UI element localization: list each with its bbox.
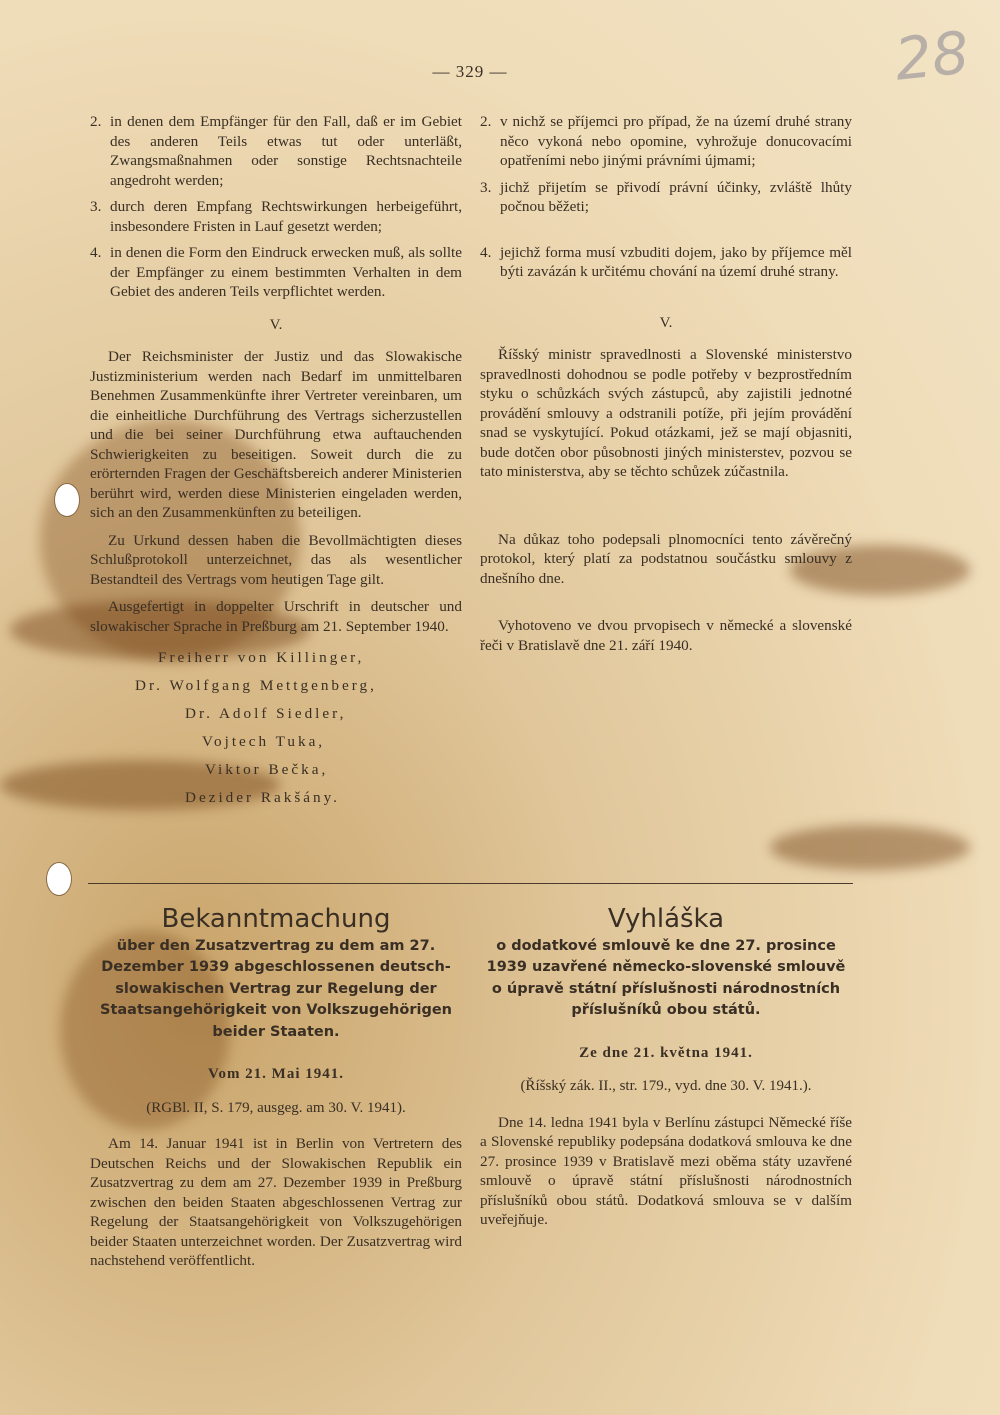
page-number: — 329 —	[432, 62, 508, 81]
handwritten-number: 28	[891, 18, 973, 94]
german-notice	[90, 904, 462, 1279]
slovak-notice	[480, 904, 852, 1238]
list-item: 3. durch deren Empfang Rechtswirkungen herbeigeführt, insbesondere Fristen in Lauf gesetzt werden;	[90, 198, 462, 235]
notice-date: Vom 21. Mai 1941.	[207, 1066, 345, 1082]
section-heading: V.	[659, 314, 673, 331]
punch-hole	[46, 862, 72, 896]
paragraph: Říšský ministr spravedlnosti a Slovenské ministerstvo spravedlnosti dohodnou se podle potřeby v bezprostředním styku o schůzkách svých zástupců, aby zajistili jednotné provádění smlouvy a odstranili potíže, při jejím provádění snad se vyskytující. Pokud otázkami, jež se mají objasniti, bude dotčen obor působnosti jiných ministerstev, pozvou se tato ministerstva, aby se těchto schůzek zúčastnila.	[480, 346, 852, 480]
signatory: Viktor Bečka,	[205, 761, 329, 778]
notice-date: Ze dne 21. května 1941.	[579, 1044, 753, 1061]
notice-subtitle: über den Zusatzvertrag zu dem am 27. Dezember 1939 abgeschlossenen deutsch-slowakischen Vertrag zur Regelung der Staatsangehörigkeit von Volkszugehörigen beider Staaten.	[100, 937, 452, 1040]
punch-hole	[54, 483, 80, 517]
paragraph: Ausgefertigt in doppelter Urschrift in deutscher und slowakischer Sprache in Preßburg am 21. September 1940.	[90, 598, 462, 635]
list-item: 4. in denen die Form den Eindruck erwecken muß, als sollte der Empfänger zu einem bestimmten Verhalten in dem Gebiet des anderen Teils verpflichtet werden.	[90, 244, 462, 300]
list-item: 4. jejichž forma musí vzbuditi dojem, jako by příjemce měl býti zavázán k určitému chování na území druhé strany.	[480, 243, 852, 280]
paragraph: Der Reichsminister der Justiz und das Slowakische Justizministerium werden nach Bedarf im unmittelbaren Benehmen Zusammenkünfte ihrer Vertreter vereinbaren, um die einheitliche Durchführung des Vertrags sicherzustellen und die bei seiner Durchführung etwa auftauchenden Schwierigkeiten zu beseitigen. Soweit durch die zu erörternden Fragen der Geschäftsbereich anderer Ministerien berührt wird, werden diese Ministerien eingeladen werden, sich an den Zusammenkünften zu beteiligen.	[90, 348, 462, 521]
section-divider	[88, 883, 853, 884]
notice-title: Bekanntmachung	[161, 904, 391, 934]
slovak-column	[480, 112, 852, 663]
notice-subtitle: o dodatkové smlouvě ke dne 27. prosince 1939 uzavřené německo-slovenské smlouvě o úpravě státní příslušnosti národnostních příslušníků obou států.	[486, 937, 846, 1018]
signatory: Dr. Adolf Siedler,	[185, 705, 347, 722]
section-heading: V.	[269, 316, 283, 333]
signatory: Dr. Wolfgang Mettgenberg,	[135, 677, 377, 694]
paragraph: Na důkaz toho podepsali plnomocníci tento závěrečný protokol, který platí za podstatnou součástku smlouvy z dnešního dne.	[480, 530, 852, 587]
list-item: 2. v nichž se příjemci pro případ, že na území druhé strany něco vykoná nebo opomine, vyhrožuje donucovacími opatřeními nebo jinými právními újmami;	[480, 113, 852, 169]
german-column	[90, 112, 462, 812]
signature-list	[90, 644, 462, 812]
paragraph: Zu Urkund dessen haben die Bevollmächtigten dieses Schlußprotokoll unterzeichnet, das als wesentlicher Bestandteil des Vertrags vom heutigen Tage gilt.	[90, 531, 462, 588]
signatory: Vojtech Tuka,	[202, 733, 326, 750]
burn-stain	[770, 825, 970, 870]
list-item: 3. jichž přijetím se přivodí právní účinky, zvláště lhůty počnou běžeti;	[480, 178, 852, 215]
notice-reference: (Říšský zák. II., str. 179., vyd. dne 30. V. 1941.).	[520, 1078, 812, 1094]
paragraph: Vyhotoveno ve dvou prvopisech v německé a slovenské řeči v Bratislavě dne 21. září 1940.	[480, 617, 852, 654]
signatory: Dezider Rakšány.	[185, 789, 340, 806]
notice-title: Vyhláška	[607, 904, 725, 934]
notice-body: Am 14. Januar 1941 ist in Berlin von Vertretern des Deutschen Reichs und der Slowakischen Republik ein Zusatzvertrag zu dem am 27. Dezember 1939 in Preßburg zwischen den beiden Staaten abgeschlossenen Vertrag zur Regelung der Staatsangehörigkeit von Volkszugehörigen beider Staaten unterzeichnet worden. Der Zusatzvertrag wird nachstehend veröffentlicht.	[90, 1135, 462, 1269]
signatory: Freiherr von Killinger,	[158, 649, 365, 666]
list-item: 2. in denen dem Empfänger für den Fall, daß er im Gebiet des anderen Teils etwas tut oder unterläßt, Zwangsmaßnahmen oder sonstige Rechtsnachteile angedroht werden;	[90, 113, 462, 189]
notice-reference: (RGBl. II, S. 179, ausgeg. am 30. V. 1941).	[146, 1099, 406, 1116]
notice-body: Dne 14. ledna 1941 byla v Berlínu zástupci Německé říše a Slovenské republiky podepsána dodatková smlouva ke dne 27. prosince 1939 v Bratislavě mezi oběma státy uzavřené smlouvě o úpravě státní příslušnosti národnostních příslušníků obou států. Dodatková smlouva se v dalším uveřejňuje.	[480, 1113, 852, 1228]
